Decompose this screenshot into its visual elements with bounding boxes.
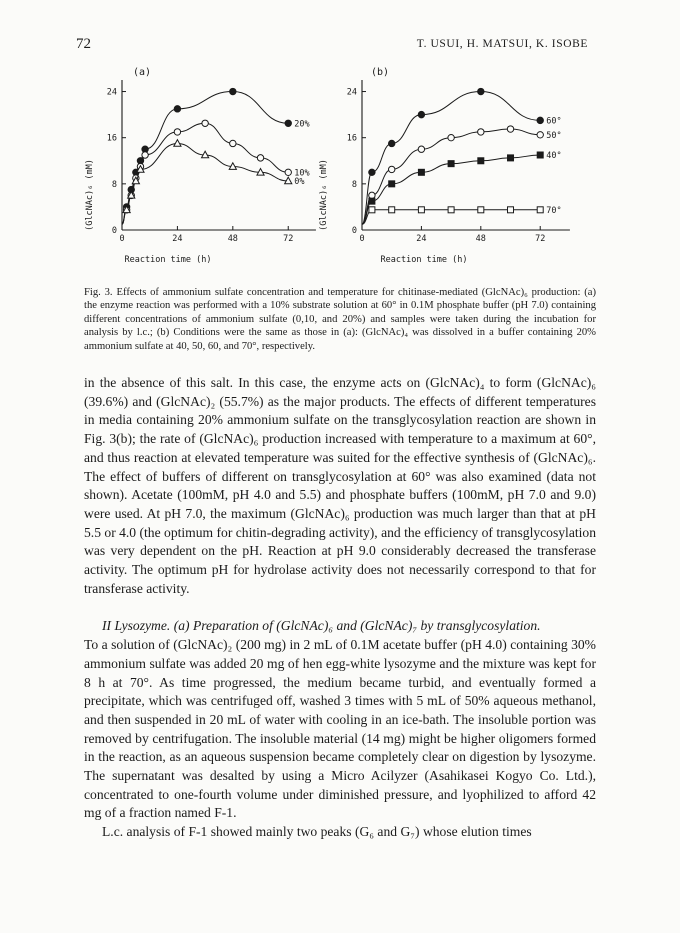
x-tick-label: 48 (475, 234, 486, 244)
data-point (448, 161, 454, 167)
panel-a-ylabel: (GlcNAc)₆ (mM) (85, 159, 95, 231)
page-header (76, 36, 588, 54)
figure-3-charts (76, 60, 606, 275)
data-point (285, 169, 291, 175)
plot-area (107, 80, 570, 244)
y-tick-label: 0 (111, 226, 117, 236)
y-tick-label: 16 (106, 133, 117, 144)
data-point (478, 158, 484, 164)
data-point (418, 111, 424, 117)
data-point (285, 120, 291, 126)
series-label: 10% (294, 168, 310, 179)
data-point (508, 207, 514, 213)
data-point (174, 129, 180, 135)
y-tick-label: 8 (111, 179, 117, 190)
data-point (389, 166, 395, 172)
series-label: 0% (294, 176, 305, 187)
data-point (389, 140, 395, 146)
x-tick-label: 0 (359, 234, 365, 244)
data-point (537, 152, 543, 158)
chart-a (107, 80, 316, 244)
data-point (202, 120, 208, 126)
panel-b-xlabel: Reaction time (h) (380, 255, 468, 265)
paragraph-3: L.c. analysis of F-1 showed mainly two peaks (G₆ and G₇) whose elution times (102, 824, 532, 840)
data-point (478, 207, 484, 213)
running-head-authors: T. USUI, H. MATSUI, K. ISOBE (416, 38, 588, 50)
series-60° (362, 88, 562, 224)
y-tick-label: 0 (351, 226, 357, 236)
data-point (537, 117, 543, 123)
data-point (369, 192, 375, 198)
x-tick-label: 24 (172, 234, 183, 244)
series-70° (362, 206, 562, 224)
y-tick-label: 8 (351, 179, 357, 190)
series-label: 60° (546, 116, 562, 127)
panel-b-label: (b) (371, 67, 390, 78)
data-point (418, 207, 424, 213)
data-point (369, 198, 375, 204)
data-point (537, 207, 543, 213)
x-tick-label: 24 (416, 234, 427, 244)
data-point (508, 155, 514, 161)
y-tick-label: 24 (346, 87, 357, 98)
data-point (230, 140, 236, 146)
data-point (448, 134, 454, 140)
data-point (174, 140, 181, 147)
caption-text: Effects of ammonium sulfate concentration and temperature for chitinase-mediated (GlcNAc)₆ production: (a) the enzyme reaction was performed with a 10% substrate solution at 60° in 0.1M phosphate buffer (pH 7.0) containing different concentrations of ammonium sulfate (0,10, and 20%) and samples were taken during the incubation for analysis by l.c.; (b) Conditions were the same as those in (a): (GlcNAc)₄ was dissolved in a buffer containing 20% ammonium sulfate at 40, 50, 60, and 70°, respectively. (84, 287, 596, 352)
series-10% (122, 120, 310, 224)
data-point (448, 207, 454, 213)
x-tick-label: 48 (227, 234, 238, 244)
data-point (230, 88, 236, 94)
data-point (369, 207, 375, 213)
caption-label: Fig. 3. (84, 287, 113, 298)
body-text (84, 374, 596, 842)
data-point (478, 88, 484, 94)
data-point (174, 106, 180, 112)
series-label: 40° (546, 151, 562, 161)
panel-b-ylabel: (GlcNAc)₆ (mM) (319, 159, 329, 231)
data-point (257, 155, 263, 161)
paragraph-1: in the absence of this salt. In this case, the enzyme acts on (GlcNAc)₄ to form (GlcNAc)₆ (39.6%) and (GlcNAc)₂ (55.7%) as the major products. The effects of different temperatures in media containing 20% ammonium sulfate on the transglycosylation reaction are shown in Fig. 3(b); the rate of (GlcNAc)₆ production increased with temperature to a maximum at 60°, and thus reaction at elevated temperature was suited for the effective synthesis of (GlcNAc)₆. The effect of buffers of different on transglycosylation at 60° was also examined (data not shown). Acetate (100mM, pH 4.0 and 5.5) and phosphate buffers (100mM, pH 7.0 and 9.0) were used. At pH 7.0, the maximum (GlcNAc)₆ production was much larger than that at pH 5.5 or 4.0 (the optimum for chitin-degrading activity), and the efficiency of transglycosylation was very dependent on the pH. Reaction at pH 9.0 considerably decreased the transferase activity. The optimum pH for hydrolase activity does not necessarily correspond to that for transferase activity. (84, 375, 597, 596)
y-tick-label: 24 (106, 87, 117, 98)
figure-caption (84, 286, 596, 353)
panel-a-xlabel: Reaction time (h) (124, 255, 212, 265)
series-label: 70° (546, 205, 562, 216)
panel-a-label: (a) (133, 67, 152, 78)
data-point (537, 132, 543, 138)
chart-b (347, 80, 570, 244)
series-0% (122, 140, 304, 225)
data-point (369, 169, 375, 175)
section-heading: II Lysozyme. (a) Preparation of (GlcNAc)₆ and (GlcNAc)₇ by transglycosylation. (102, 618, 541, 634)
series-label: 20% (294, 119, 310, 130)
figure-3 (76, 60, 606, 275)
series-label: 50° (546, 130, 562, 141)
x-tick-label: 0 (119, 234, 125, 244)
data-point (478, 129, 484, 135)
x-tick-label: 72 (283, 234, 294, 244)
y-tick-label: 16 (346, 133, 357, 144)
data-point (389, 181, 395, 187)
data-point (389, 207, 395, 213)
page-number: 72 (76, 36, 91, 52)
data-point (418, 146, 424, 152)
series-20% (122, 88, 310, 224)
x-tick-label: 72 (535, 234, 546, 244)
data-point (507, 126, 513, 132)
paragraph-2 (84, 617, 596, 823)
paragraph-2-text: To a solution of (GlcNAc)₂ (200 mg) in 2 mL of 0.1M acetate buffer (pH 4.0) containing 30% ammonium sulfate was added 20 mg of hen egg-white lysozyme and the mixture was kept for 8 h at 70°. As time progressed, the medium became turbid, and eventually formed a precipitate, which was centrifuged off, washed 3 times with 5 mL of 50% aqueous methanol, and then suspended in 20 mL of water with cooling in an ice-bath. The insoluble portion was removed by centrifugation. The insoluble material (14 mg) might be higher oligomers formed in the reaction, as an aqueous suspension became completely clear on digestion by lysozyme. The supernatant was desalted by using a Micro Acilyzer (Asahikasei Kogyo Co. Ltd.), concentrated to one-fourth volume under diminished pressure, and lyophilized to afford 42 mg of a fraction named F-1. (84, 637, 596, 821)
data-point (142, 152, 148, 158)
data-point (418, 169, 424, 175)
